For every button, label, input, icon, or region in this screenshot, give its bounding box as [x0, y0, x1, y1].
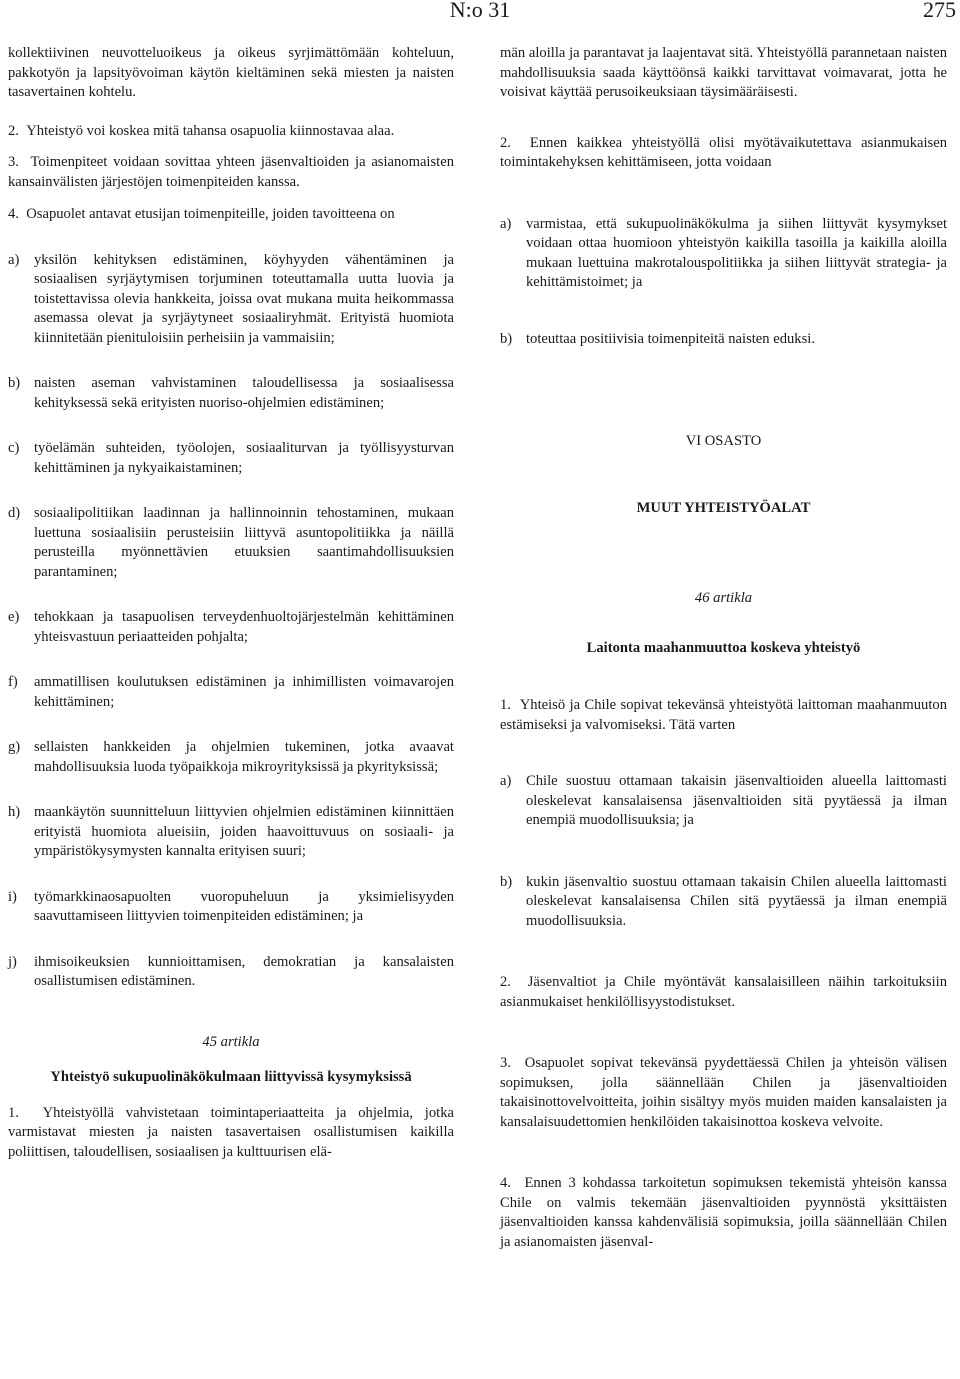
list-item-b — [500, 873, 947, 932]
list-item-text: tehokkaan ja tasapuolisen terveydenhuoltojärjestelmän kehittäminen yhteisvastuun periaatteiden pohjalta; — [34, 609, 454, 645]
list-item-j — [8, 953, 454, 992]
article-46-label: 46 artikla — [694, 590, 753, 606]
list-item-text: Chile suostuu ottamaan takaisin jäsenvaltioiden alueella laittomasti oleskelevat kansalaisensa jäsenvaltioiden sitä pyytäessä ja ilman enempiä muodollisuuksia; ja — [526, 773, 947, 828]
list-item-text: naisten aseman vahvistaminen taloudellisessa ja sosiaalisessa kehityksessä sekä erityisten nuoriso-ohjelmien edistäminen; — [34, 375, 454, 411]
list-item-b — [500, 330, 947, 350]
list-item-c — [8, 439, 454, 478]
article-46-paragraph-3: 3. Osapuolet sopivat tekevänsä pyydettäessä Chilen ja yhteisön välisen sopimuksen, jolla säännellään Chilen ja jäsenvaltioiden takaisinottovelvoitteita, joihin sisältyy myös muiden maiden kansalaisten ja kansalaisuudettomien henkilöiden takaisinottoa koskeva velvoite. — [500, 1055, 947, 1130]
section-title: MUUT YHTEISTYÖALAT — [636, 499, 811, 516]
page-number: 275 — [923, 0, 956, 22]
list-item-text: ammatillisen koulutuksen edistäminen ja inhimillisten voimavarojen kehittäminen; — [34, 674, 454, 710]
list-item-text: kukin jäsenvaltio suostuu ottamaan takaisin Chilen alueella laittomasti oleskelevat kansalaisensa Chilen sitä pyytäessä ja ilman enempiä muodollisuuksia. — [526, 873, 947, 929]
list-item-i — [8, 888, 454, 927]
list-item-text: yksilön kehityksen edistäminen, köyhyyden vähentäminen ja sosiaalisen syrjäytymisen torjuminen toteuttamalla uutta luovia ja toistettavissa olevia hankkeita, joissa ovat mukana muita heikommassa asemassa olevat ja syrjäytyneet sosiaaliryhmät. Erityistä huomiota kiinnitetään pienituloisiin perheisiin ja vammaisiin; — [34, 251, 454, 346]
article-46-paragraph-2: 2. Jäsenvaltiot ja Chile myöntävät kansalaisilleen näihin tarkoituksiin asianmukaiset henkilöllisyystodistukset. — [500, 974, 947, 1010]
list-item-a — [500, 215, 947, 293]
list-item-label: f) — [8, 674, 18, 690]
article-45-label: 45 artikla — [202, 1033, 260, 1050]
article-46-paragraph-1: 1. Yhteisö ja Chile sopivat tekevänsä yhteistyötä laittoman maahanmuuton estämiseksi ja valvomiseksi. Tätä varten — [500, 697, 947, 733]
article-45-paragraph-1: 1. Yhteistyöllä vahvistetaan toimintaperiaatteita ja ohjelmia, jotka varmistavat miesten ja naisten tasavertaisen osallistumisen kaikilla poliittisen, taloudellisen, sosiaalisen ja kulttuurisen elä- — [8, 1104, 454, 1160]
list-item-text: toteuttaa positiivisia toimenpiteitä naisten eduksi. — [526, 330, 815, 347]
article-45-title: Yhteistyö sukupuolinäkökulmaan liittyvissä kysymyksissä — [50, 1069, 412, 1085]
list-item-label: c) — [8, 440, 20, 456]
left-column — [8, 44, 454, 1162]
list-item-e — [8, 608, 454, 647]
list-item-label: j) — [8, 953, 17, 970]
list-item-label: b) — [500, 873, 513, 890]
list-item-label: a) — [500, 773, 512, 789]
list-item-label: a) — [8, 251, 20, 268]
list-item-a — [500, 772, 947, 831]
paragraph-3: 3. Toimenpiteet voidaan sovittaa yhteen jäsenvaltioiden ja asianomaisten kansainvälisten järjestöjen toimenpiteiden kanssa. — [8, 154, 454, 190]
list-item-text: varmistaa, että sukupuolinäkökulma ja siihen liittyvät kysymykset voidaan ottaa huomioon yhteistyön kaikilla tasoilla ja kaikilla aloilla mukaan luettuina makrotalouspolitiikka ja siihen liittyvät strategia- ja kehittämistoimet; ja — [526, 215, 947, 290]
right-column — [500, 44, 947, 1252]
document-number: N:o 31 — [449, 0, 511, 22]
article-46-paragraph-4: 4. Ennen 3 kohdassa tarkoitetun sopimuksen tekemistä yhteisön kanssa Chile on valmis tekemään jäsenvaltioiden pyynnöstä yksittäisten jäsenvaltioiden kanssa kahdenvälisiä sopimuksia, joilla säännellään Chilen ja asianomaisten jäsenval- — [500, 1175, 947, 1250]
list-item-b — [8, 374, 454, 413]
list-item-label: a) — [500, 215, 512, 232]
list-item-a — [8, 251, 454, 349]
list-item-label: d) — [8, 505, 21, 521]
paragraph-2: 2. Ennen kaikkea yhteistyöllä olisi myötävaikutettava asianmukaisen toimintakehyksen kehittämiseen, jotta voidaan — [500, 134, 947, 170]
paragraph-4: 4. Osapuolet antavat etusijan toimenpiteille, joiden tavoitteena on — [8, 206, 395, 222]
list-item-label: g) — [8, 739, 21, 755]
list-item-label: b) — [500, 330, 513, 347]
list-item-text: ihmisoikeuksien kunnioittamisen, demokratian ja kansalaisten osallistumisen edistäminen. — [34, 953, 454, 989]
list-item-g — [8, 738, 454, 777]
list-item-d — [8, 504, 454, 582]
list-item-f — [8, 673, 454, 712]
article-46-title: Laitonta maahanmuuttoa koskeva yhteistyö — [586, 639, 861, 656]
list-item-label: i) — [8, 888, 17, 905]
list-item-label: b) — [8, 375, 21, 391]
paragraph-continued: kollektiivinen neuvotteluoikeus ja oikeus syrjimättömään kohteluun, pakkotyön ja lapsityövoiman käytön kieltäminen sekä miesten ja naisten tasavertainen kohtelu. — [8, 45, 454, 100]
paragraph-continued: män aloilla ja parantavat ja laajentavat sitä. Yhteistyöllä parannetaan naisten mahdollisuuksia saada käyttöönsä kaikki tarvittavat voimavarat, jotta he voisivat käyttää perusoikeuksiaan täysimääräisesti. — [500, 45, 947, 100]
list-item-text: työelämän suhteiden, työolojen, sosiaaliturvan ja työllisyysturvan kehittäminen ja nykyaikaistaminen; — [34, 440, 454, 476]
list-item-label: e) — [8, 609, 20, 625]
list-item-text: sellaisten hankkeiden ja ohjelmien tukeminen, jotka avaavat mahdollisuuksia luoda työpaikkoja mikroyrityksissä ja pkyrityksissä; — [34, 739, 454, 775]
list-item-text: maankäytön suunnitteluun liittyvien ohjelmien edistäminen kiinnittäen erityistä huomiota alueisiin, joiden haavoittuvuus on sosiaali- ja ympäristökysymysten kannalta erityisen suuri; — [34, 804, 454, 859]
section-heading: VI OSASTO — [685, 433, 762, 449]
list-item-label: h) — [8, 804, 21, 820]
list-item-text: sosiaalipolitiikan laadinnan ja hallinnoinnin tehostaminen, mukaan luettuna sosiaalisiin perusteisiin liittyvä asuntopolitiikka ja näillä perusteilla myönnettävien etuuksien saantimahdollisuuksien parantaminen; — [34, 505, 454, 580]
list-item-text: työmarkkinaosapuolten vuoropuheluun ja yksimielisyyden saavuttamiseen liittyvien toimenpiteiden edistäminen; ja — [34, 888, 454, 924]
paragraph-2: 2. Yhteistyö voi koskea mitä tahansa osapuolia kiinnostavaa alaa. — [8, 122, 395, 139]
list-item-h — [8, 803, 454, 862]
